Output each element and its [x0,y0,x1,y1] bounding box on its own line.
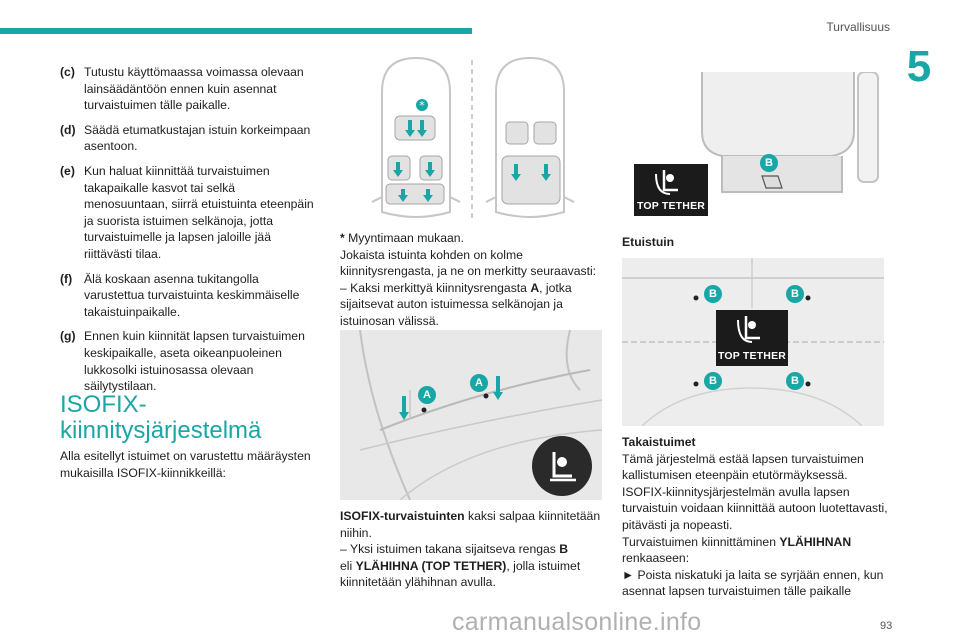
item-label: (g) [60,329,76,344]
footnote [340,230,602,247]
top-tether-label: TOP TETHER [717,350,787,362]
text-span: B [559,542,569,557]
text-span: kaksi salpaa kiinnitetään niihin. [340,509,601,540]
heading-line-2: kiinnitysjärjestelmä [60,417,262,444]
paragraph [340,541,602,558]
top-tether-label: TOP TETHER [636,200,706,212]
paragraph: Tämä järjestelmä estää lapsen turvaistuimen kallistumisen eteenpäin etutörmäyksessä. [622,451,864,483]
text-span: eli [340,558,356,573]
front-seat-figure [622,72,884,226]
isofix-icon [532,436,592,496]
item-label: (f) [60,271,73,286]
item-label: (d) [60,122,76,137]
top-tether-icon [716,310,788,366]
list-item [60,328,322,394]
front-seat-label: Etuistuin [622,235,675,249]
text-span: , jotka sijaitsevat auton istuimessa selkänojan ja istuinosan välissä. [340,280,572,328]
star-icon [416,99,428,112]
item-text: Tutustu käyttömaassa voimassa olevaan lainsäädäntöön ennen kuin asennat turvaistuimen tälle paikalle. [84,65,304,113]
text-span: – Kaksi merkittyä kiinnitysrengasta [340,280,531,295]
anchor-label-b: B [786,372,804,390]
list-item [60,163,322,263]
page-number: 93 [880,620,893,632]
anchor-label-b: B [786,285,804,303]
item-text: Älä koskaan asenna tukitangolla varustettua turvaistuinta keskimmäiselle takaistuinpaikalle. [84,271,300,319]
rear-seats-label: Takaistuimet [622,435,696,449]
right-text-block [622,434,890,600]
top-accent-bar [0,28,472,34]
isofix-anchors-figure [340,330,602,500]
paragraph [340,280,602,330]
text-span: A [530,280,540,295]
item-text: Ennen kuin kiinnität lapsen turvaistuimen keskipaikalle, aseta oikeanpuoleinen lukkosolki istuinosassa olevaan säilytystilaan. [84,329,305,394]
isofix-intro: Alla esitellyt istuimet on varustettu määräysten mukaisilla ISOFIX-kiinnikkeillä: [60,449,311,480]
paragraph [340,508,602,541]
text-span: – Yksi istuimen takana sijaitseva rengas [340,542,560,557]
paragraph: Jokaista istuinta kohden on kolme kiinnitysrengasta, ja ne on merkitty seuraavasti: [340,247,597,279]
list-item [60,64,322,114]
anchor-label-b: B [704,285,722,303]
anchor-label-a: A [418,386,436,404]
rear-seats-figure [622,258,884,426]
top-tether-icon [634,164,708,216]
text-span: , jolla istuimet kiinnitetään ylähihnan avulla. [340,558,581,590]
middle-text-block-2 [340,508,602,591]
item-text: Säädä etumatkustajan istuin korkeimpaan asentoon. [84,122,311,154]
chapter-number: 5 [906,42,932,91]
text-span: YLÄHIHNAN [779,534,852,549]
seat-group-right [502,122,560,204]
footnote-marker: * [340,231,345,245]
watermark: carmanualsonline.info [452,608,702,636]
footnote-text: Myyntimaan mukaan. [344,231,464,245]
paragraph [622,534,890,567]
text-span: YLÄHIHNA (TOP TETHER) [355,558,507,573]
anchor-label-b: B [704,372,722,390]
middle-text-block [340,230,602,330]
isofix-heading [60,392,261,444]
paragraph: ► Poista niskatuki ja laita se syrjään ennen, kun asennat lapsen turvaistuimen tälle paikalle [622,567,884,599]
paragraph [340,558,602,591]
anchor-label-b: B [760,154,778,172]
item-text: Kun haluat kiinnittää turvaistuimen takapaikalle kasvot tai selkä menosuuntaan, siirrä etuistuinta eteenpäin ja suorista istuimen selkänoja, jotta turvaistuimelle ja lapsen jaloille jää riittävästi tilaa. [84,163,314,261]
paragraph: ISOFIX-kiinnitysjärjestelmän avulla lapsen turvaistuin voidaan kiinnittää autoon luotettavasti, pitävästi ja nopeasti. [622,484,888,532]
seat-group-left [386,116,444,204]
car-seating-diagram [360,52,596,222]
svg-text:*: * [419,99,425,112]
left-column [60,64,322,403]
heading-line-1: ISOFIX- [60,391,147,418]
text-span: Turvaistuimen kiinnittäminen [622,534,780,549]
text-span: renkaaseen: [622,551,690,566]
list-item [60,122,322,155]
text-span: ISOFIX-turvaistuinten [340,509,465,523]
anchor-label-a: A [470,374,488,392]
section-title: Turvallisuus [826,20,890,34]
item-label: (c) [60,65,75,79]
list-item [60,271,322,321]
item-label: (e) [60,163,75,178]
